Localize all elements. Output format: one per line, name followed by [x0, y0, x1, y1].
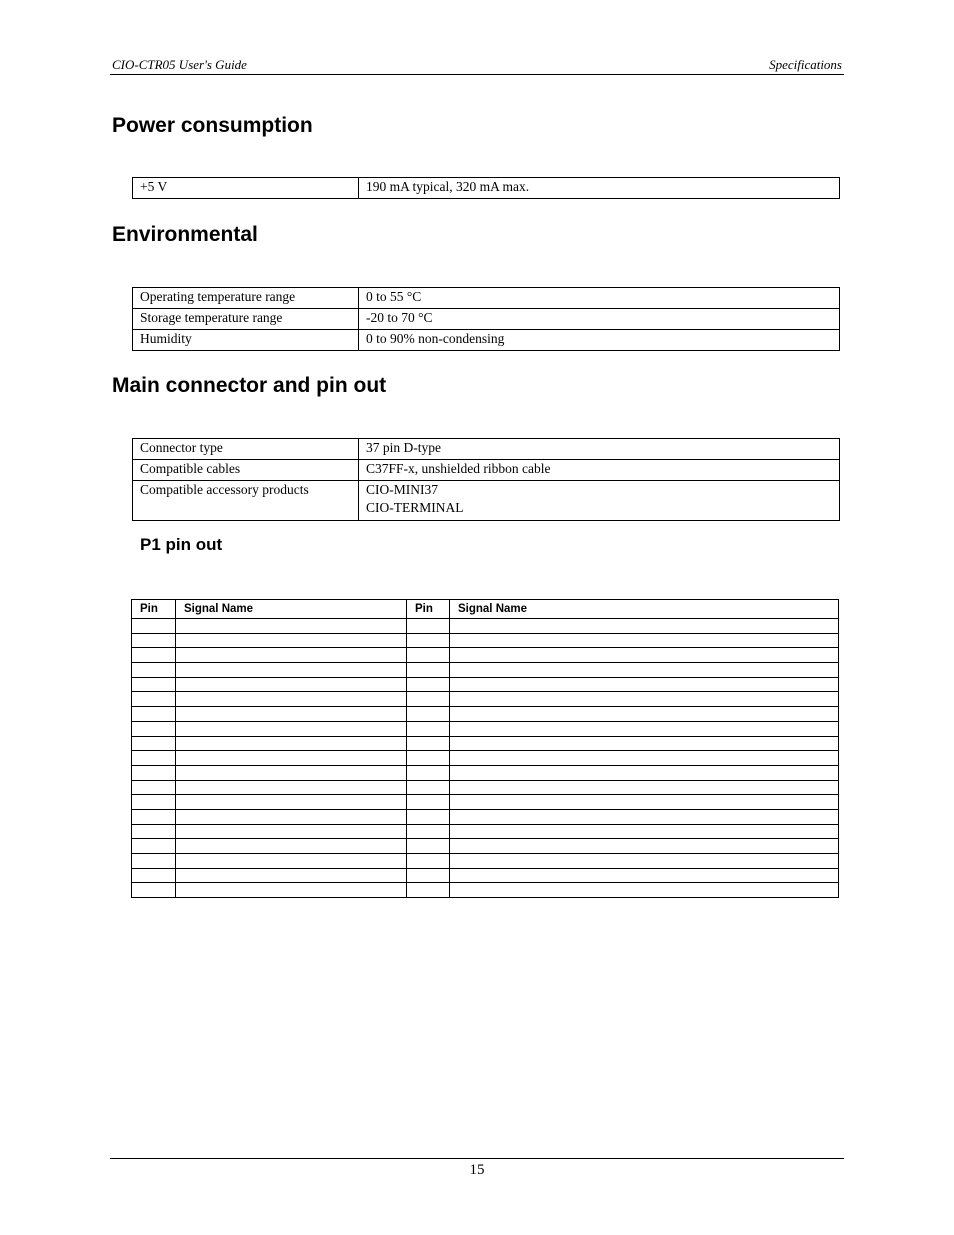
table-row [132, 795, 839, 810]
pinout-cell [132, 736, 176, 751]
pinout-cell [407, 619, 450, 634]
table-row [132, 839, 839, 854]
pinout-cell [407, 751, 450, 766]
accessory-product: CIO-MINI37 [366, 482, 438, 497]
pinout-cell [450, 707, 839, 722]
pinout-cell [176, 795, 407, 810]
pinout-cell [132, 663, 176, 678]
page-header [110, 56, 844, 75]
table-row [133, 460, 840, 481]
table-row [133, 481, 840, 521]
pinout-cell [176, 809, 407, 824]
environmental-table [132, 287, 840, 351]
pinout-cell [132, 633, 176, 648]
pinout-cell [176, 751, 407, 766]
pinout-cell [132, 707, 176, 722]
table-row [133, 178, 840, 199]
power-consumption-table [132, 177, 840, 199]
table-row [132, 824, 839, 839]
pinout-cell [176, 721, 407, 736]
header-guide-title: CIO-CTR05 User's Guide [112, 57, 247, 72]
pinout-cell [407, 736, 450, 751]
pinout-cell [450, 824, 839, 839]
pinout-cell [132, 721, 176, 736]
pinout-cell [176, 868, 407, 883]
table-row [132, 736, 839, 751]
pinout-cell [407, 663, 450, 678]
pinout-cell [176, 648, 407, 663]
table-row [132, 854, 839, 869]
table-row [133, 288, 840, 309]
spec-value: 0 to 55 °C [359, 288, 840, 309]
pinout-cell [176, 854, 407, 869]
pinout-cell [450, 883, 839, 898]
pinout-cell [132, 677, 176, 692]
p1-pinout-heading: P1 pin out [140, 535, 223, 554]
pinout-cell [407, 780, 450, 795]
pinout-cell [132, 854, 176, 869]
pinout-cell [176, 677, 407, 692]
spec-label: +5 V [133, 178, 359, 199]
table-row [132, 663, 839, 678]
pinout-cell [407, 824, 450, 839]
table-row [132, 883, 839, 898]
pinout-cell [450, 839, 839, 854]
spec-value: 190 mA typical, 320 mA max. [359, 178, 840, 199]
pinout-cell [450, 736, 839, 751]
header-section-name: Specifications [769, 57, 842, 72]
main-connector-table [132, 438, 840, 521]
pinout-cell [407, 692, 450, 707]
environmental-heading: Environmental [112, 223, 258, 246]
pinout-cell [450, 721, 839, 736]
pinout-cell [132, 619, 176, 634]
pinout-cell [132, 648, 176, 663]
spec-label: Operating temperature range [133, 288, 359, 309]
table-row [132, 707, 839, 722]
pinout-cell [176, 839, 407, 854]
spec-value: 37 pin D-type [359, 439, 840, 460]
pinout-cell [176, 707, 407, 722]
column-header-pin: Pin [407, 600, 450, 619]
pinout-cell [450, 809, 839, 824]
pinout-cell [450, 648, 839, 663]
pinout-cell [407, 721, 450, 736]
pinout-cell [132, 751, 176, 766]
accessory-product: CIO-TERMINAL [366, 500, 464, 515]
table-row [132, 868, 839, 883]
pinout-cell [450, 619, 839, 634]
spec-label: Humidity [133, 330, 359, 351]
spec-value [359, 481, 840, 521]
pinout-cell [407, 677, 450, 692]
pinout-cell [176, 663, 407, 678]
pinout-cell [450, 751, 839, 766]
spec-label: Connector type [133, 439, 359, 460]
pinout-cell [407, 883, 450, 898]
pinout-cell [176, 736, 407, 751]
pinout-cell [450, 868, 839, 883]
pinout-cell [407, 633, 450, 648]
pinout-cell [132, 883, 176, 898]
pinout-cell [450, 795, 839, 810]
pinout-cell [176, 692, 407, 707]
table-row [132, 780, 839, 795]
table-row [132, 809, 839, 824]
pinout-cell [450, 663, 839, 678]
spec-value: 0 to 90% non-condensing [359, 330, 840, 351]
pinout-cell [132, 765, 176, 780]
pinout-cell [132, 780, 176, 795]
page-footer [110, 1158, 844, 1179]
table-row [132, 765, 839, 780]
page-number: 15 [469, 1162, 485, 1178]
pinout-cell [450, 780, 839, 795]
table-row [132, 751, 839, 766]
pinout-cell [407, 765, 450, 780]
pinout-cell [176, 619, 407, 634]
pinout-cell [407, 809, 450, 824]
spec-label: Compatible accessory products [133, 481, 359, 521]
table-row [132, 721, 839, 736]
table-header-row [132, 600, 839, 619]
table-row [133, 439, 840, 460]
pinout-cell [132, 824, 176, 839]
pinout-cell [132, 809, 176, 824]
pinout-cell [407, 795, 450, 810]
pinout-cell [407, 707, 450, 722]
column-header-signal-name: Signal Name [450, 600, 839, 619]
pinout-cell [407, 868, 450, 883]
pinout-cell [450, 765, 839, 780]
spec-label: Compatible cables [133, 460, 359, 481]
table-row [133, 309, 840, 330]
pinout-cell [450, 854, 839, 869]
pinout-cell [132, 795, 176, 810]
spec-value: -20 to 70 °C [359, 309, 840, 330]
table-row [132, 619, 839, 634]
spec-label: Storage temperature range [133, 309, 359, 330]
pinout-cell [176, 780, 407, 795]
main-connector-heading: Main connector and pin out [112, 374, 387, 397]
pinout-cell [407, 648, 450, 663]
column-header-pin: Pin [132, 600, 176, 619]
pinout-cell [132, 839, 176, 854]
pinout-cell [176, 633, 407, 648]
table-row [132, 677, 839, 692]
pinout-cell [176, 824, 407, 839]
spec-value: C37FF-x, unshielded ribbon cable [359, 460, 840, 481]
pinout-cell [407, 839, 450, 854]
pinout-cell [132, 692, 176, 707]
column-header-signal-name: Signal Name [176, 600, 407, 619]
p1-pinout-table [131, 599, 839, 898]
table-row [132, 633, 839, 648]
pinout-cell [407, 854, 450, 869]
pinout-cell [450, 633, 839, 648]
table-row [132, 692, 839, 707]
pinout-cell [132, 868, 176, 883]
pinout-cell [176, 765, 407, 780]
pinout-cell [450, 677, 839, 692]
table-row [132, 648, 839, 663]
power-consumption-heading: Power consumption [112, 114, 313, 137]
pinout-cell [450, 692, 839, 707]
table-row [133, 330, 840, 351]
pinout-cell [176, 883, 407, 898]
